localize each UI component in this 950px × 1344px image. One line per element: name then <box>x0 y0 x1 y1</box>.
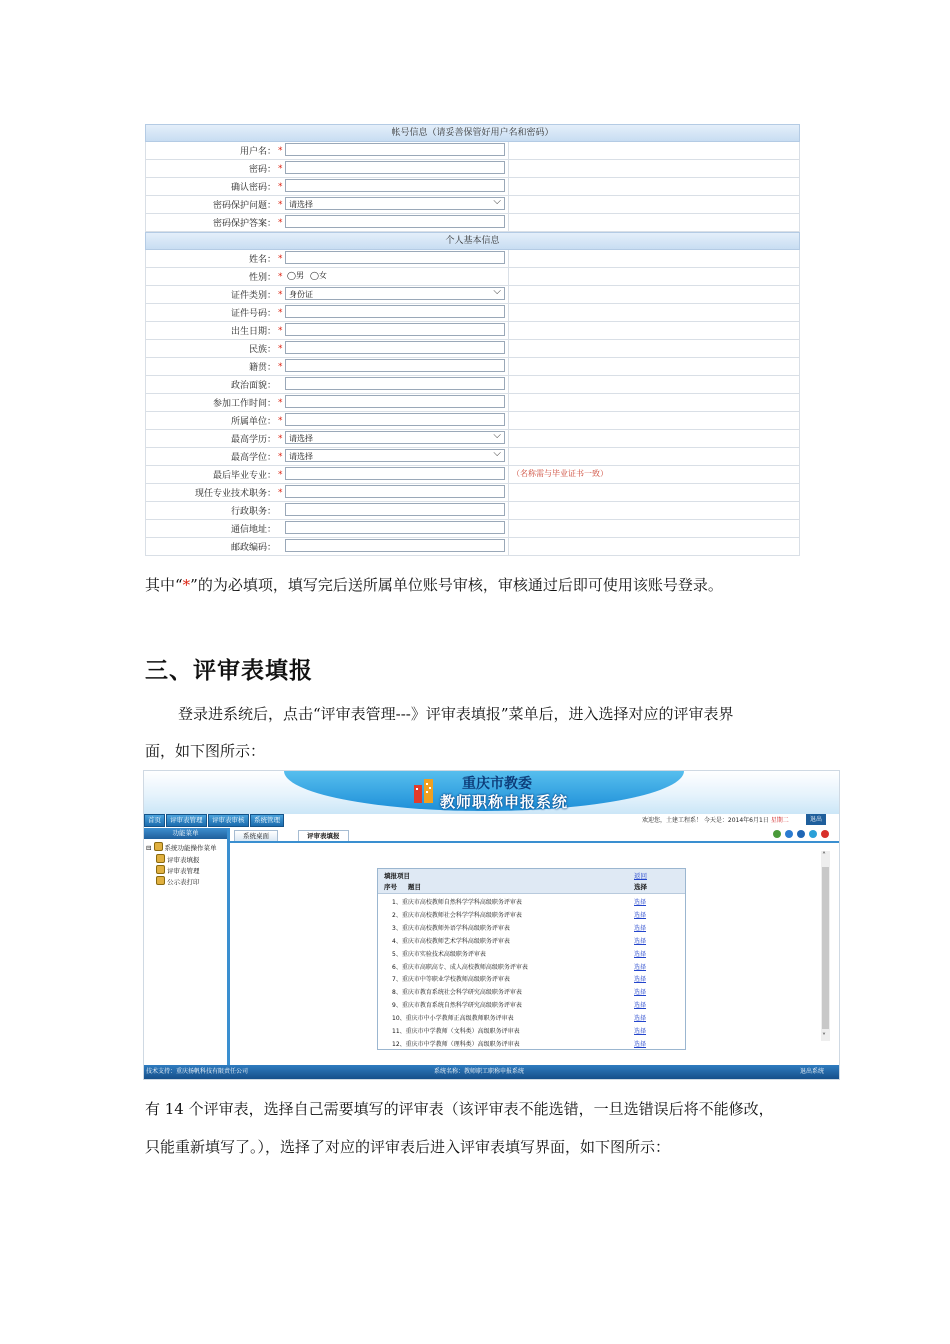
field-label: 最高学位： <box>230 453 276 463</box>
select-link[interactable]: 选择 <box>634 1040 647 1048</box>
footer-system-name: 系统名称：教师职工职称申报系统 <box>434 1068 525 1075</box>
page-icon <box>156 854 165 863</box>
field-label: 性别： <box>248 273 276 283</box>
personal-section-header: 个人基本信息 <box>145 232 800 250</box>
required-star: * <box>278 397 283 408</box>
form-row <box>145 142 800 160</box>
field-label: 政治面貌： <box>230 381 276 391</box>
list-item <box>378 947 685 959</box>
exit-button[interactable]: 退出 <box>806 814 826 825</box>
field-label: 所属单位： <box>230 417 276 427</box>
content-tabs <box>230 828 839 843</box>
paragraph-2-line-1: 有 14 个评审表，选择自己需要填写的评审表（该评审表不能选错，一旦选错误后将不能修改， <box>145 1100 774 1118</box>
form-row <box>145 538 800 556</box>
list-item <box>378 908 685 920</box>
paragraph-2-line-2: 只能重新填写了。），选择了对应的评审表后进入评审表填写界面，如下图所示： <box>145 1138 671 1156</box>
note-text-post: ”的为必填项，填写完后送所属单位账号审核，审核通过后即可使用该账号登录。 <box>190 576 723 594</box>
nav-item-fill[interactable] <box>156 854 200 864</box>
list-item <box>378 985 685 997</box>
toolbar-icons <box>769 830 829 840</box>
text-input[interactable] <box>285 305 505 318</box>
menu-system-manage[interactable]: 系统管理 <box>250 814 284 827</box>
form-row <box>145 484 800 502</box>
form-row <box>145 394 800 412</box>
menu-home[interactable]: 首页 <box>144 814 165 827</box>
paragraph-1-line-2: 面，如下图所示： <box>145 742 266 760</box>
select-link[interactable]: 选择 <box>634 989 647 997</box>
text-input[interactable] <box>285 503 505 516</box>
required-star: * <box>278 253 283 264</box>
field-label: 通信地址： <box>230 525 276 535</box>
text-input[interactable] <box>285 395 505 408</box>
select-field[interactable]: 请选择 ⌵ <box>285 431 505 444</box>
required-star: * <box>278 307 283 318</box>
field-label: 现任专业技术职务： <box>194 489 276 499</box>
form-row <box>145 376 800 394</box>
field-label: 证件类别： <box>230 291 276 301</box>
form-title: 4、重庆市高校教师艺术学科高级职务评审表 <box>392 937 510 945</box>
form-row <box>145 340 800 358</box>
required-star: * <box>278 451 283 462</box>
radio-label: 女 <box>318 271 327 280</box>
text-input[interactable] <box>285 467 505 480</box>
field-label: 出生日期： <box>230 327 276 337</box>
select-link[interactable]: 选择 <box>634 937 647 945</box>
system-footer <box>144 1065 839 1079</box>
field-label: 邮政编码： <box>230 543 276 553</box>
radio-label: 男 <box>295 271 304 280</box>
text-input[interactable] <box>285 323 505 336</box>
form-title: 9、重庆市教育系统自然科学研究高级职务评审表 <box>392 1002 522 1010</box>
required-note <box>145 574 723 595</box>
form-title: 1、重庆市高校教师自然科学学科高级职务评审表 <box>392 899 522 906</box>
form-row <box>145 358 800 376</box>
nav-item-label: 评审表填报 <box>167 856 200 864</box>
text-input[interactable] <box>285 143 505 156</box>
required-star: * <box>278 361 283 372</box>
nav-item-print[interactable] <box>156 876 200 886</box>
weekday-text: 星期二 <box>770 817 789 824</box>
form-title: 3、重庆市高校教师外语学科高级职务评审表 <box>392 924 510 932</box>
required-star: * <box>278 433 283 444</box>
text-input[interactable] <box>285 215 505 228</box>
field-label: 籍贯： <box>248 363 276 373</box>
required-star: * <box>278 217 283 228</box>
required-star: * <box>278 271 283 282</box>
field-hint: （名称需与毕业证书一致） <box>512 469 608 478</box>
list-item <box>378 921 685 933</box>
field-label: 确认密码： <box>230 183 276 193</box>
form-title: 6、重庆市高职高专、成人高校教师高级职务评审表 <box>392 963 528 971</box>
form-title: 7、重庆市中等职业学校教师高级职务评审表 <box>392 976 510 984</box>
form-row <box>145 286 800 304</box>
list-item <box>378 960 685 972</box>
nav-root[interactable]: ⊟ 系统功能操作菜单 <box>146 844 217 852</box>
text-input[interactable] <box>285 521 505 534</box>
paragraph-1-line-1: 登录进系统后，点击“评审表管理---》评审表填报”菜单后，进入选择对应的评审表界 <box>178 705 734 723</box>
list-item <box>378 934 685 946</box>
page-icon <box>156 876 165 885</box>
scroll-thumb[interactable] <box>822 867 829 1029</box>
field-label: 密码： <box>248 165 276 175</box>
form-row <box>145 178 800 196</box>
folder-icon <box>154 842 163 851</box>
nav-item-label: 评审表管理 <box>167 867 200 875</box>
required-star: * <box>278 163 283 174</box>
gender-radio-group[interactable] <box>287 270 333 281</box>
system-banner <box>144 771 839 814</box>
text-input[interactable] <box>285 359 505 372</box>
form-row <box>145 250 800 268</box>
help-icon[interactable] <box>797 830 805 838</box>
scroll-up-icon[interactable]: ˄ <box>822 851 826 860</box>
text-input[interactable] <box>285 161 505 174</box>
home-icon[interactable] <box>785 830 793 838</box>
text-input[interactable] <box>285 413 505 426</box>
required-star: * <box>278 415 283 426</box>
nav-item-label: 公示表打印 <box>167 878 200 886</box>
field-label: 密码保护答案： <box>212 219 276 229</box>
account-section-header: 帐号信息（请妥善保管好用户名和密码） <box>145 124 800 142</box>
field-label: 姓名： <box>248 255 276 265</box>
nav-item-manage[interactable] <box>156 865 200 875</box>
list-item <box>378 895 685 907</box>
field-label: 密码保护问题： <box>212 201 276 211</box>
select-link[interactable]: 选择 <box>634 911 647 919</box>
select-link[interactable]: 选择 <box>634 924 647 932</box>
form-title: 5、重庆市实验技术高级职务评审表 <box>392 950 486 958</box>
select-field[interactable]: 请选择 ⌵ <box>285 197 505 210</box>
field-label: 证件号码： <box>230 309 276 319</box>
form-row <box>145 466 800 484</box>
select-field[interactable]: 身份证 ⌵ <box>285 287 505 300</box>
text-input[interactable] <box>285 539 505 552</box>
page-icon <box>156 865 165 874</box>
close-icon[interactable] <box>821 830 829 838</box>
form-row <box>145 430 800 448</box>
list-item <box>378 1011 685 1023</box>
select-link[interactable]: 选择 <box>634 963 647 971</box>
form-row <box>145 214 800 232</box>
field-label: 行政职务： <box>230 507 276 517</box>
required-star: * <box>278 289 283 300</box>
form-row <box>145 502 800 520</box>
vertical-scrollbar[interactable] <box>821 851 830 1041</box>
required-star: * <box>278 145 283 156</box>
form-row <box>145 412 800 430</box>
field-label: 最高学历： <box>230 435 276 445</box>
field-label: 民族： <box>248 345 276 355</box>
select-field[interactable]: 请选择 ⌵ <box>285 449 505 462</box>
list-item <box>378 1024 685 1036</box>
list-item <box>378 998 685 1010</box>
top-menu-bar <box>144 814 839 826</box>
footer-support: 技术支持：重庆扬帆科技有限责任公司 <box>146 1068 249 1075</box>
text-input[interactable] <box>285 179 505 192</box>
field-label: 用户名： <box>239 147 276 157</box>
field-label: 参加工作时间： <box>212 399 276 409</box>
section-heading: 三、评审表填报 <box>145 658 313 684</box>
nav-header: 功能菜单 <box>144 828 227 839</box>
scroll-down-icon[interactable]: ˅ <box>822 1032 826 1041</box>
required-star: * <box>278 199 283 210</box>
col-title: 题目 <box>408 883 421 891</box>
form-row <box>145 268 800 286</box>
form-title: 11、重庆市中学教师（文科类）高级职务评审表 <box>392 1028 520 1035</box>
radio-circle-icon[interactable]: ◯ <box>309 271 319 280</box>
select-link[interactable]: 选择 <box>634 1002 647 1010</box>
note-text-pre: 其中“ <box>145 576 183 594</box>
review-form-list <box>377 868 686 1050</box>
required-star: * <box>278 469 283 480</box>
info-icon[interactable] <box>809 830 817 838</box>
select-link[interactable]: 选择 <box>634 976 647 984</box>
required-star: * <box>278 343 283 354</box>
note-star: * <box>182 576 191 594</box>
form-row <box>145 322 800 340</box>
welcome-text <box>642 815 789 824</box>
select-link[interactable]: 选择 <box>634 899 647 906</box>
left-nav <box>144 828 230 1065</box>
field-label: 最后毕业专业： <box>212 471 276 481</box>
form-row <box>145 520 800 538</box>
menu-review-manage[interactable]: 评审表管理 <box>166 814 207 827</box>
select-link[interactable]: 选择 <box>634 950 647 958</box>
list-header <box>378 869 685 894</box>
form-row <box>145 304 800 322</box>
radio-circle-icon[interactable]: ◯ <box>287 271 296 280</box>
back-link[interactable]: 返回 <box>634 872 647 880</box>
col-select: 选择 <box>634 883 647 891</box>
emblem-icon <box>412 777 436 805</box>
select-link[interactable]: 选择 <box>634 1015 647 1023</box>
list-item <box>378 1037 685 1049</box>
footer-exit[interactable]: 退出系统 <box>800 1068 825 1075</box>
text-input[interactable] <box>285 251 505 264</box>
system-screenshot <box>143 770 840 1080</box>
text-input[interactable] <box>285 377 505 390</box>
required-star: * <box>278 487 283 498</box>
list-title: 填报项目 <box>384 872 410 880</box>
refresh-icon[interactable] <box>773 830 781 838</box>
required-star: * <box>278 181 283 192</box>
form-title: 8、重庆市教育系统社会科学研究高级职务评审表 <box>392 989 522 997</box>
welcome-message: 欢迎您，土建工程系！ 今天是：2014年6月1日 <box>642 817 771 824</box>
text-input[interactable] <box>285 341 505 354</box>
system-title-line2: 教师职称申报系统 <box>440 793 569 811</box>
form-title: 10、重庆市中小学教师正高级教师职务评审表 <box>392 1015 514 1023</box>
menu-review-audit[interactable]: 评审表审核 <box>208 814 249 827</box>
form-row <box>145 448 800 466</box>
tab-desktop[interactable]: 系统桌面 <box>234 830 278 841</box>
select-link[interactable]: 选择 <box>634 1028 647 1035</box>
tab-review-fill[interactable]: 评审表填报 <box>298 830 349 841</box>
system-title-line1: 重庆市教委 <box>462 776 532 792</box>
form-row <box>145 160 800 178</box>
list-item <box>378 972 685 984</box>
registration-form <box>145 124 800 556</box>
form-title: 2、重庆市高校教师社会科学学科高级职务评审表 <box>392 911 522 919</box>
nav-root-label: 系统功能操作菜单 <box>164 844 217 852</box>
col-no: 序号 <box>384 883 397 891</box>
text-input[interactable] <box>285 485 505 498</box>
form-title: 12、重庆市中学教师（理科类）高级职务评审表 <box>392 1040 520 1048</box>
required-star: * <box>278 325 283 336</box>
form-row <box>145 196 800 214</box>
